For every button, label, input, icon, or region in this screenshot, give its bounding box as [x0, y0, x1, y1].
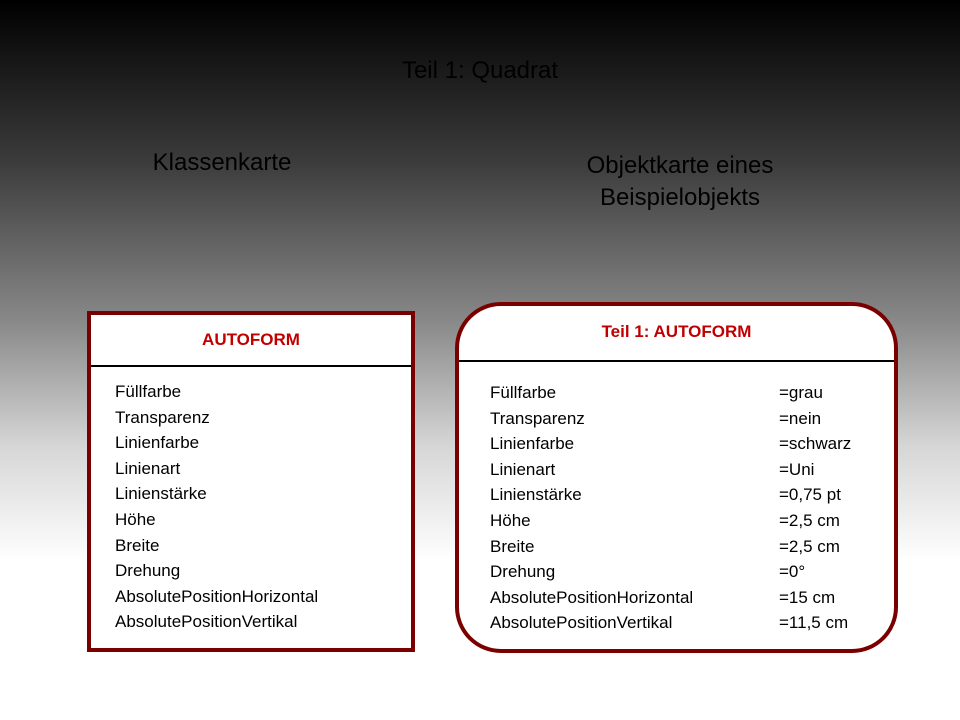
object-attribute-value: =Uni — [779, 459, 815, 479]
object-attribute-row — [490, 457, 851, 483]
object-attribute-value: =2,5 cm — [779, 510, 840, 530]
object-attribute-row — [490, 559, 851, 585]
object-card-header: Teil 1: AUTOFORM — [601, 322, 752, 341]
object-attribute-name: Linienart — [490, 459, 556, 479]
slide-title: Teil 1: Quadrat — [401, 57, 559, 84]
object-attribute-name: Füllfarbe — [490, 383, 557, 402]
object-attribute-list — [490, 380, 851, 636]
class-attribute: Breite — [115, 535, 160, 555]
object-card-divider — [459, 360, 894, 362]
object-attribute-name: Transparenz — [490, 408, 585, 428]
object-attribute-row — [490, 431, 851, 457]
object-attribute-row — [490, 508, 851, 534]
object-attribute-row — [490, 406, 851, 432]
object-attribute-row — [490, 610, 851, 636]
object-card-heading-line-1: Objektkarte eines — [586, 152, 774, 179]
object-attribute-value: =11,5 cm — [779, 613, 849, 633]
object-attribute-name: Höhe — [490, 510, 531, 530]
object-attribute-name: Linienfarbe — [490, 434, 575, 454]
object-attribute-row — [490, 534, 851, 560]
object-card-heading — [520, 150, 840, 214]
class-attribute: Linienfarbe — [115, 433, 200, 453]
object-attribute-value: =nein — [779, 408, 822, 428]
object-attribute-value: =grau — [779, 383, 823, 402]
object-attribute-row — [490, 585, 851, 611]
object-attribute-value: =0,75 pt — [779, 485, 841, 505]
object-card-heading-line-2: Beispielobjekts — [599, 184, 761, 211]
class-attribute: AbsolutePositionVertikal — [115, 612, 298, 632]
object-attribute-value: =15 cm — [779, 587, 836, 607]
object-attribute-name: Linienstärke — [490, 485, 582, 505]
class-attribute-list — [115, 379, 318, 635]
class-attribute: Füllfarbe — [115, 382, 182, 401]
object-attribute-value: =schwarz — [779, 434, 852, 454]
object-attribute-row — [490, 380, 851, 406]
object-attribute-name: Drehung — [490, 562, 556, 582]
object-attribute-name: AbsolutePositionVertikal — [490, 613, 673, 633]
class-card-header: AUTOFORM — [202, 330, 300, 349]
class-attribute: Linienstärke — [115, 484, 207, 504]
class-attribute: Linienart — [115, 458, 181, 478]
object-attribute-name: Breite — [490, 536, 535, 556]
class-attribute: Drehung — [115, 561, 181, 581]
class-card-heading: Klassenkarte — [152, 149, 292, 176]
object-attribute-name: AbsolutePositionHorizontal — [490, 587, 694, 607]
object-attribute-value: =2,5 cm — [779, 536, 840, 556]
class-card — [87, 311, 415, 652]
object-attribute-row — [490, 482, 851, 508]
object-card — [455, 302, 898, 653]
class-attribute: Höhe — [115, 509, 156, 529]
object-attribute-value: =0° — [779, 562, 806, 582]
class-card-divider — [91, 365, 411, 367]
class-attribute: AbsolutePositionHorizontal — [115, 586, 319, 606]
class-attribute: Transparenz — [115, 407, 210, 427]
